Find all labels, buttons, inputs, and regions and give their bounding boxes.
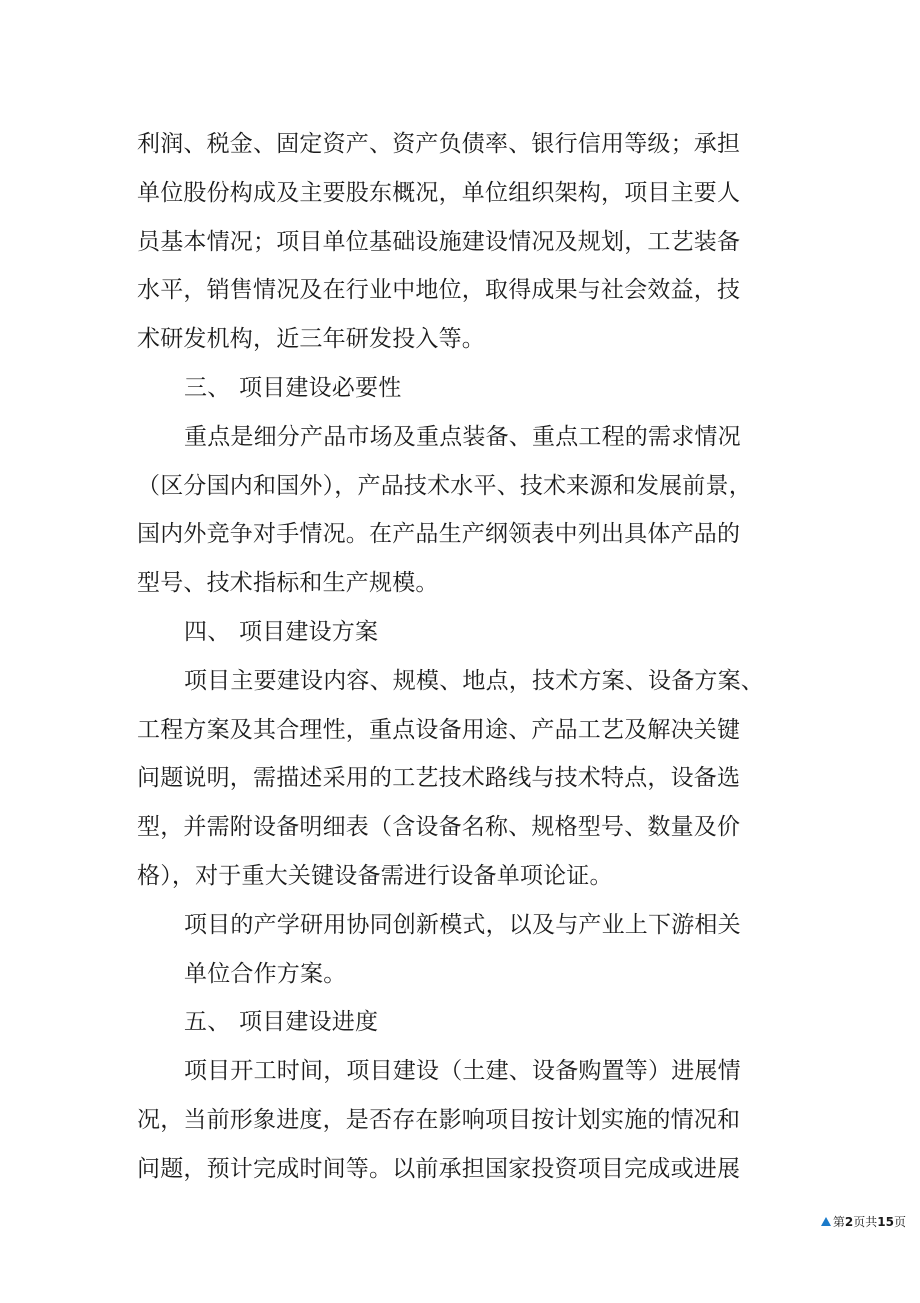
- text-line: 单位股份构成及主要股东概况，单位组织架构，项目主要人: [137, 179, 741, 206]
- text-line: 格），对于重大关键设备需进行设备单项论证。: [137, 862, 613, 889]
- document-body: [137, 120, 764, 1194]
- text-line: 利润、税金、固定资产、资产负债率、银行信用等级；承担: [137, 131, 741, 157]
- section-title: 项目建设方案: [239, 618, 379, 645]
- section-number: 三、: [184, 374, 231, 401]
- text-line: 国内外竞争对手情况。在产品生产纲领表中列出具体产品的: [137, 521, 741, 548]
- text-line: 重点是细分产品市场及重点装备、重点工程的需求情况: [184, 423, 741, 450]
- text-line: 员基本情况；项目单位基础设施建设情况及规划，工艺装备: [137, 228, 741, 255]
- section-number: 五、: [184, 1009, 231, 1036]
- text-line: 项目的产学研用协同创新模式，以及与产业上下游相关: [184, 911, 741, 938]
- section-title: 项目建设必要性: [239, 374, 402, 401]
- text-line: 型号、技术指标和生产规模。: [137, 570, 439, 597]
- text-line: 问题说明，需描述采用的工艺技术路线与技术特点，设备选: [137, 765, 741, 792]
- section-number: 四、: [184, 618, 231, 645]
- triangle-up-icon: [821, 1217, 831, 1226]
- total-page-number: 15: [877, 1214, 894, 1229]
- text-line: 工程方案及其合理性，重点设备用途、产品工艺及解决关键: [137, 716, 741, 743]
- text-line: 问题，预计完成时间等。以前承担国家投资项目完成或进展: [137, 1155, 741, 1182]
- text-line: 单位合作方案。: [184, 960, 347, 987]
- section-title: 项目建设进度: [239, 1009, 379, 1036]
- page-prefix: 第: [832, 1215, 845, 1229]
- page-suffix: 页: [893, 1215, 906, 1229]
- page-indicator: [821, 1213, 906, 1230]
- text-line: 项目主要建设内容、规模、地点，技术方案、设备方案、: [184, 667, 764, 694]
- text-line: 水平，销售情况及在行业中地位，取得成果与社会效益，技: [137, 277, 741, 304]
- page-middle: 页共: [853, 1215, 878, 1229]
- text-line: 况，当前形象进度，是否存在影响项目按计划实施的情况和: [137, 1106, 741, 1133]
- text-line: （区分国内和国外），产品技术水平、技术来源和发展前景，: [137, 472, 752, 499]
- section-heading-5: [137, 998, 757, 1047]
- text-line: 型，并需附设备明细表（含设备名称、规格型号、数量及价: [137, 814, 741, 841]
- current-page-number: 2: [844, 1214, 854, 1229]
- section-heading-3: [137, 364, 757, 413]
- text-line: 项目开工时间，项目建设（土建、设备购置等）进展情: [184, 1058, 741, 1085]
- text-line: 术研发机构，近三年研发投入等。: [137, 326, 485, 353]
- section-heading-4: [137, 608, 757, 657]
